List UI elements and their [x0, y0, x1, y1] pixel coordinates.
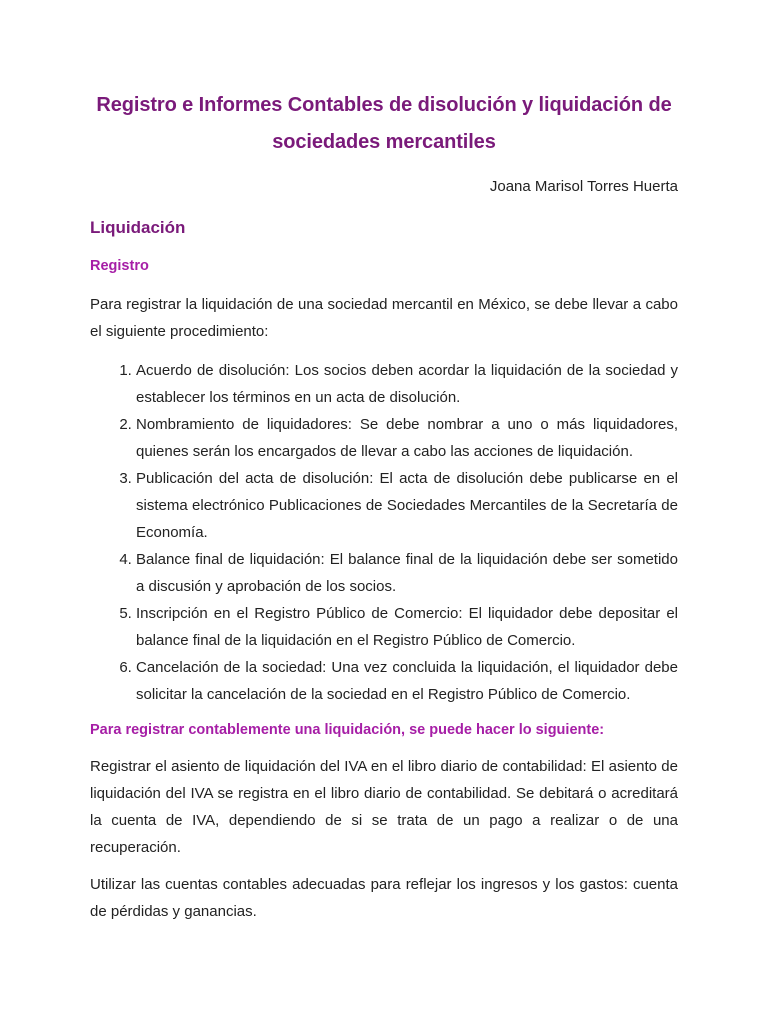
list-item: 6. Cancelación de la sociedad: Una vez concluida la liquidación, el liquidador debe solicitar la cancelación de la sociedad en el Registro Público de Comercio. [136, 654, 678, 708]
author-name: Joana Marisol Torres Huerta [489, 178, 678, 195]
procedure-list [90, 357, 678, 708]
iva-paragraph: Registrar el asiento de liquidación del IVA en el libro diario de contabilidad: El asiento de liquidación del IVA se registra en el libro diario de contabilidad. Se debitará o acreditará la cuenta de IVA, dependiendo de si se trata de un pago a realizar o de una recuperación. [90, 758, 678, 856]
accounts-paragraph: Utilizar las cuentas contables adecuadas para reflejar los ingresos y los gastos: cuenta de pérdidas y ganancias. [90, 876, 678, 920]
document-title: Registro e Informes Contables de disolución y liquidación de sociedades mercantiles [96, 94, 672, 153]
list-item: 2. Nombramiento de liquidadores: Se debe nombrar a uno o más liquidadores, quienes serán los encargados de llevar a cabo las acciones de liquidación. [136, 411, 678, 465]
accounting-heading: Para registrar contablemente una liquidación, se puede hacer lo siguiente: [90, 722, 605, 738]
document-page [90, 0, 678, 925]
list-item: 4. Balance final de liquidación: El balance final de la liquidación debe ser sometido a discusión y aprobación de los socios. [136, 546, 678, 600]
list-item: 1. Acuerdo de disolución: Los socios deben acordar la liquidación de la sociedad y establecer los términos en un acta de disolución. [136, 357, 678, 411]
list-item: 3. Publicación del acta de disolución: El acta de disolución debe publicarse en el sistema electrónico Publicaciones de Sociedades Mercantiles de la Secretaría de Economía. [136, 465, 678, 546]
section-heading: Liquidación [90, 218, 186, 237]
list-item: 5. Inscripción en el Registro Público de Comercio: El liquidador debe depositar el balance final de la liquidación en el Registro Público de Comercio. [136, 600, 678, 654]
intro-paragraph: Para registrar la liquidación de una sociedad mercantil en México, se debe llevar a cabo el siguiente procedimiento: [90, 296, 678, 340]
subsection-heading: Registro [90, 258, 149, 274]
